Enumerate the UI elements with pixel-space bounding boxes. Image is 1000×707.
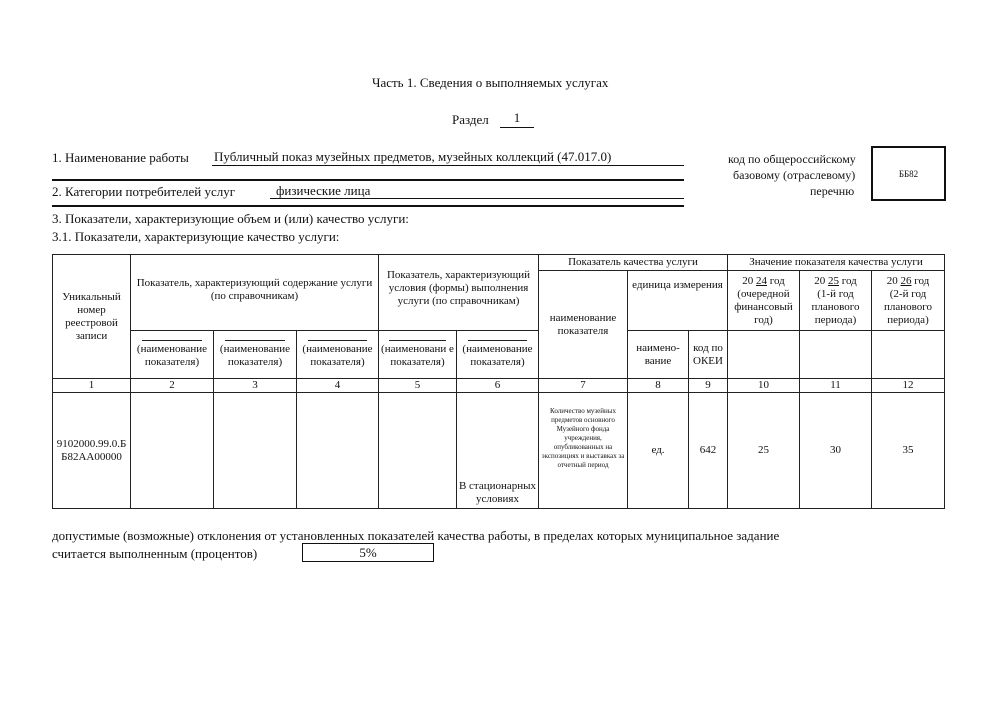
header-conditions: Показатель, характеризующий условия (формы) выполнения услуги (по справочникам) xyxy=(379,255,539,331)
col-number: 6 xyxy=(457,379,539,393)
year3-suffix: год xyxy=(914,274,930,287)
header-year-3 xyxy=(872,271,944,331)
year1-prefix: 20 xyxy=(742,274,754,287)
unit-value: ед. xyxy=(628,393,689,508)
empty-cell xyxy=(297,393,379,508)
consumers-value: физические лица xyxy=(276,183,371,198)
sub-name-4 xyxy=(297,331,379,379)
value-year-1: 25 xyxy=(728,393,800,508)
code-label-line3: перечню xyxy=(810,184,855,198)
sub-name-5 xyxy=(379,331,457,379)
year1-number: 24 xyxy=(755,274,767,287)
year3-number: 26 xyxy=(900,274,912,287)
condition-value: В стационарных условиях xyxy=(457,393,539,508)
consumers-label: 2. Категории потребителей услуг xyxy=(52,184,236,199)
col-number: 11 xyxy=(800,379,872,393)
col-number: 3 xyxy=(214,379,297,393)
header-year-2 xyxy=(800,271,872,331)
col-number: 5 xyxy=(379,379,457,393)
col-number: 4 xyxy=(297,379,379,393)
code-box: ББ82 xyxy=(871,146,946,201)
work-name-label: 1. Наименование работы xyxy=(52,150,189,165)
empty-cell xyxy=(728,331,800,379)
divider-line xyxy=(52,205,684,207)
empty-cell xyxy=(379,393,457,508)
year2-prefix: 20 xyxy=(814,274,826,287)
col-number: 2 xyxy=(131,379,214,393)
header-okei: код по ОКЕИ xyxy=(689,331,728,379)
okei-value: 642 xyxy=(689,393,728,508)
year1-suffix: год xyxy=(769,274,785,287)
col-number: 10 xyxy=(728,379,800,393)
header-registry: Уникальный номер реестровой записи xyxy=(53,255,131,379)
part-title: Часть 1. Сведения о выполняемых услугах xyxy=(372,75,609,90)
year3-desc: (2-й год планового периода) xyxy=(883,287,932,326)
quality-table xyxy=(52,254,945,509)
quality-indicators-heading: 3.1. Показатели, характеризующие качество услуги: xyxy=(52,229,340,244)
year2-number: 25 xyxy=(827,274,839,287)
indicator-name: Количество музейных предметов основного Музейного фонда учреждения, опубликованных на экспозициях и выставках за отчетный период xyxy=(539,393,628,508)
empty-cell xyxy=(214,393,297,508)
sub-name-text: (наименовани е показателя) xyxy=(381,343,454,368)
code-label-line2: базовому (отраслевому) xyxy=(733,168,856,182)
col-number: 9 xyxy=(689,379,728,393)
divider-line xyxy=(52,179,684,181)
header-unit: единица измерения xyxy=(628,271,728,331)
year2-desc: (1-й год планового периода) xyxy=(811,287,860,326)
header-unit-name: наимено-вание xyxy=(628,331,689,379)
sub-name-3 xyxy=(214,331,297,379)
empty-cell xyxy=(131,393,214,508)
header-content: Показатель, характеризующий содержание услуги (по справочникам) xyxy=(131,255,379,331)
empty-cell xyxy=(800,331,872,379)
deviation-text: допустимые (возможные) отклонения от установленных показателей качества работы, в пределах которых муниципальное задание xyxy=(52,528,780,543)
sub-name-text: (наименование показателя) xyxy=(462,343,533,368)
sub-name-6 xyxy=(457,331,539,379)
registry-number: 9102000.99.0.ББ82АА00000 xyxy=(53,393,131,508)
header-indicator-name: наименование показателя xyxy=(539,271,628,379)
section-label: Раздел xyxy=(452,112,489,127)
sub-name-2 xyxy=(131,331,214,379)
value-year-3: 35 xyxy=(902,444,914,456)
value-year-2: 30 xyxy=(800,393,872,508)
sub-name-text: (наименование показателя) xyxy=(136,343,208,368)
sub-name-text: (наименование показателя) xyxy=(219,343,291,368)
col-number: 12 xyxy=(872,379,944,393)
year2-suffix: год xyxy=(841,274,857,287)
indicators-heading: 3. Показатели, характеризующие объем и (или) качество услуги: xyxy=(52,211,409,226)
header-value: Значение показателя качества услуги xyxy=(728,255,944,271)
year1-desc: (очередной финансовый год) xyxy=(734,287,793,326)
header-quality: Показатель качества услуги xyxy=(539,255,728,271)
sub-name-text: (наименование показателя) xyxy=(302,343,373,368)
deviation-value: 5% xyxy=(302,543,434,562)
col-number: 8 xyxy=(628,379,689,393)
code-label-line1: код по общероссийскому xyxy=(728,152,856,166)
deviation-text-2: считается выполненным (процентов) xyxy=(52,546,258,561)
work-name-value: Публичный показ музейных предметов, музейных коллекций (47.017.0) xyxy=(214,149,612,164)
col-number: 7 xyxy=(539,379,628,393)
empty-cell xyxy=(872,331,944,379)
year3-prefix: 20 xyxy=(886,274,898,287)
header-year-1 xyxy=(728,271,800,331)
section-number: 1 xyxy=(513,110,521,125)
col-number: 1 xyxy=(53,379,131,393)
